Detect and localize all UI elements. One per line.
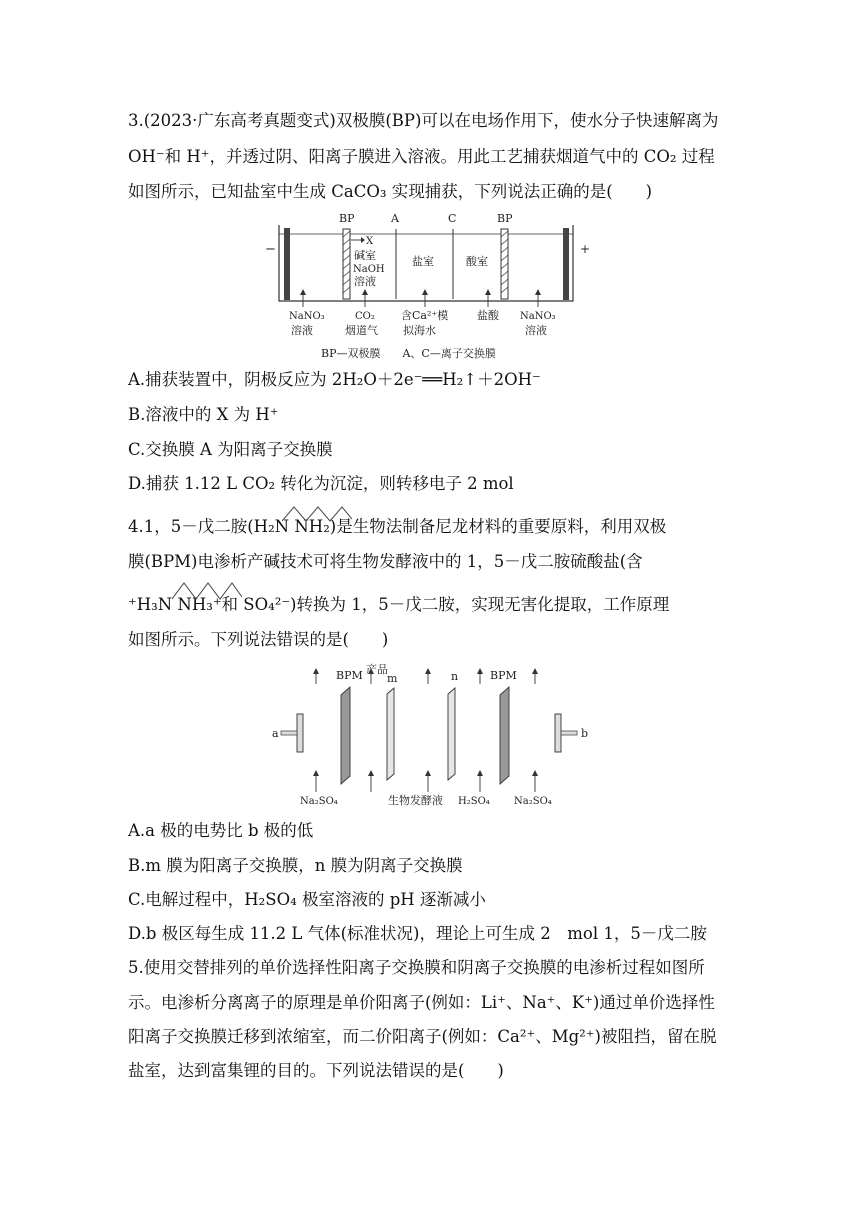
alkali-room-naoh: NaOH xyxy=(353,264,385,275)
q3-stem-line-2: OH⁻和 H⁺，并透过阴、阳离子膜进入溶液。用此工艺捕获烟道气中的 CO₂ 过程 xyxy=(128,147,715,166)
inlet-nano3-left-sol: 溶液 xyxy=(291,324,313,337)
inlet-co2: CO₂ xyxy=(355,311,375,322)
inlet-nano3-left: NaNO₃ xyxy=(289,311,325,322)
anode-plate xyxy=(563,228,569,300)
salt-room-label: 盐室 xyxy=(412,255,434,268)
membrane-m xyxy=(387,688,394,780)
q4-option-d[interactable]: D.b 极区每生成 11.2 L 气体(标准状况)，理论上可生成 2 mol 1，5－戊二胺 xyxy=(128,924,707,943)
zigzag-chain-1 xyxy=(282,503,352,523)
q3-electrodialysis-figure xyxy=(255,207,610,365)
q3-option-a[interactable]: A.捕获装置中，阴极反应为 2H₂O＋2e⁻══H₂↑＋2OH⁻ xyxy=(128,370,541,389)
inlet-na2so4-left: Na₂SO₄ xyxy=(300,796,338,807)
label-bp-left: BP xyxy=(339,212,355,225)
label-m: m xyxy=(387,672,398,685)
x-label: X xyxy=(366,236,374,247)
label-a: A xyxy=(391,212,399,225)
q4-stem-line-2: 膜(BPM)电渗析产碱技术可将生物发酵液中的 1，5－戊二胺硫酸盐(含 xyxy=(128,552,643,571)
q4-option-c[interactable]: C.电解过程中，H₂SO₄ 极室溶液的 pH 逐渐减小 xyxy=(128,890,486,909)
q4-option-b[interactable]: B.m 膜为阳离子交换膜，n 膜为阴离子交换膜 xyxy=(128,856,463,875)
label-bpm-left: BPM xyxy=(336,669,363,682)
electrode-b xyxy=(555,714,561,752)
q3-stem-line-3: 如图所示，已知盐室中生成 CaCO₃ 实现捕获，下列说法正确的是( ) xyxy=(128,182,653,201)
cathode-plate xyxy=(284,228,290,300)
inlet-seawater: 含Ca²⁺模 xyxy=(401,309,449,322)
label-bpm-right: BPM xyxy=(490,669,517,682)
q3-stem-line-1: 3.(2023·广东高考真题变式)双极膜(BP)可以在电场作用下，使水分子快速解离为 xyxy=(128,111,719,130)
q3-option-c[interactable]: C.交换膜 A 为阳离子交换膜 xyxy=(128,440,333,459)
q4-stem-line-4: 如图所示。下列说法错误的是( ) xyxy=(128,630,389,649)
acid-room-label: 酸室 xyxy=(466,255,488,268)
inlet-seawater-2: 拟海水 xyxy=(403,324,436,337)
membrane-n xyxy=(448,688,455,780)
q5-stem-line-1: 5.使用交替排列的单价选择性阳离子交换膜和阴离子交换膜的电渗析过程如图所 xyxy=(128,958,705,977)
label-c: C xyxy=(448,212,457,225)
inlet-flue-gas: 烟道气 xyxy=(345,324,378,337)
inlet-nano3-right-sol: 溶液 xyxy=(525,324,547,337)
bpm-membrane-right xyxy=(500,687,509,784)
alkali-room-label: 碱室 xyxy=(354,249,376,262)
inlet-nano3-right: NaNO₃ xyxy=(520,311,556,322)
label-bp-right: BP xyxy=(497,212,513,225)
zigzag-chain-2 xyxy=(172,579,242,601)
q4-option-a[interactable]: A.a 极的电势比 b 极的低 xyxy=(128,821,314,840)
q3-figure-legend: BP—双极膜 A、C—离子交换膜 xyxy=(321,347,496,360)
minus-sign: − xyxy=(265,242,276,257)
bpm-membrane-left xyxy=(341,687,350,784)
q4-bpm-figure xyxy=(268,662,598,810)
q3-option-b[interactable]: B.溶液中的 X 为 H⁺ xyxy=(128,405,279,424)
inlet-h2so4: H₂SO₄ xyxy=(458,796,490,807)
inlet-na2so4-right: Na₂SO₄ xyxy=(514,796,552,807)
electrode-a xyxy=(297,714,303,752)
alkali-room-solution: 溶液 xyxy=(354,275,376,288)
q3-option-d[interactable]: D.捕获 1.12 L CO₂ 转化为沉淀，则转移电子 2 mol xyxy=(128,474,514,493)
plus-sign: + xyxy=(580,242,591,256)
label-a: a xyxy=(272,727,279,740)
label-b: b xyxy=(581,727,589,740)
inlet-fermentation: 生物发酵液 xyxy=(388,794,443,807)
label-product: 产品 xyxy=(366,663,388,676)
q5-stem-line-4: 盐室，达到富集锂的目的。下列说法错误的是( ) xyxy=(128,1061,504,1080)
q4-stem-line-3: ⁺H₃N NH₃⁺和 SO₄²⁻)转换为 1，5－戊二胺，实现无害化提取，工作原理 xyxy=(128,595,670,614)
q5-stem-line-3: 阳离子交换膜迁移到浓缩室，而二价阳离子(例如：Ca²⁺、Mg²⁺)被阻挡，留在脱 xyxy=(128,1027,717,1046)
q4-stem-line-1: 4.1，5－戊二胺(H₂N NH₂)是生物法制备尼龙材料的重要原料，利用双极 xyxy=(128,517,667,536)
inlet-hcl: 盐酸 xyxy=(477,309,499,322)
q5-stem-line-2: 示。电渗析分离离子的原理是单价阳离子(例如：Li⁺、Na⁺、K⁺)通过单价选择性 xyxy=(128,993,715,1012)
label-n: n xyxy=(451,670,459,683)
